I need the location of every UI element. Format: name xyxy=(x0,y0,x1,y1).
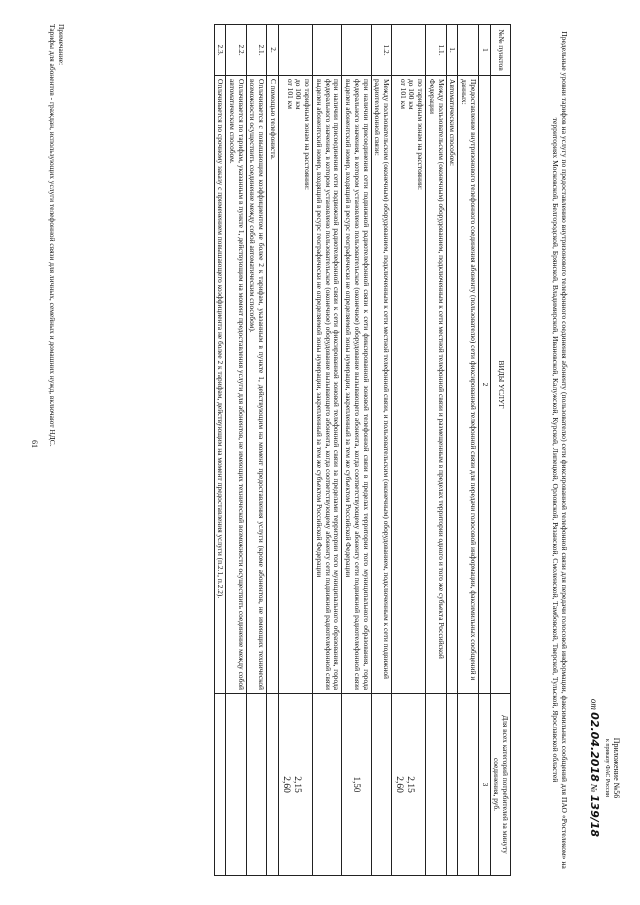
price-value: 2,15 xyxy=(292,776,303,793)
col-number-header: №№ пунктов xyxy=(490,25,510,76)
handwritten-date: 02.04.2018 xyxy=(588,712,602,782)
price-value: 2,60 xyxy=(394,776,405,793)
table-row: 1. Автоматическим способом: xyxy=(446,25,458,876)
col-price-header: Для всех категорий потребителей за минуту соединения, руб. xyxy=(490,694,510,876)
tariff-table xyxy=(214,24,511,876)
col-services-header: ВИДЫ УСЛУГ xyxy=(490,76,510,694)
table-row: по тарифным зонам на расстоянии: до 100 км от 101 км 2,15 2,60 xyxy=(391,25,425,876)
table-index-row: 1 2 3 xyxy=(478,25,490,876)
price-value: 2,15 xyxy=(405,776,416,793)
handwritten-number: 139/18 xyxy=(588,794,602,838)
price-value: 2,60 xyxy=(281,776,292,793)
table-row: 2.2. Оплачивается по тарифам, указанным в пункте 1, действующим на момент предоставления услуги для абонентов, не имеющих технической возможности осуществить соединение между собой автоматическим способом. xyxy=(226,25,246,876)
table-row: 2. С помощью телефониста. xyxy=(267,25,279,876)
order-ref: к приказу ФАС России xyxy=(603,738,610,798)
document-title: Предельные уровни тарифов на услугу по предоставлению внутризонового телефонного соединения абоненту (пользователю) сети фиксированной телефонной связи для передачи голосовой информации, факсимильных сообщений для ПАО «Ростелеком» на территориях Московской, Белгородской, Брянской, Владимирской, Ивановской, Калужской, Курской, Липецкой, Орловской, Рязанской, Смоленской, Тамбовской, Тверской, Тульской, Ярославской областей xyxy=(550,31,569,869)
table-row: при наличии присоединения сети подвижной радиотелефонной связи к сети фиксированной зоновой телефонной связи за пределами территории того муниципального образования, города федерального значения, в котором установлено пользовательское (оконечное) оборудование вызывающего абонента, когда соответствующему абоненту сети подвижной радиотелефонной связи выделен абонентский номер, входящий в ресурс географически не определяемой зоны нумерации, закрепленный за тем же субъектом Российской Федерации xyxy=(313,25,342,876)
footnote: Примечание: Тарифы для абонентов - граждан, использующих услуги телефонной связи для личных, семейных и домашних нужд, включают НДС. xyxy=(48,24,66,447)
table-row: 2.1. Оплачивается с повышающим коэффициентом не более 2 к тарифам, указанным в пункте 1, действующим на момент предоставления услуги (кроме абонентов, не имеющих технической возможности осуществить соединение между собой автоматическим способом). xyxy=(246,25,266,876)
price-value: 1,50 xyxy=(342,694,371,876)
order-date-number: от 02.04.2018 № 139/18 xyxy=(588,698,602,838)
table-row: Предоставление внутризонового телефонного соединения абоненту (пользователю) сети фиксированной телефонной связи для передачи голосовой информации, факсимильных сообщений и данных: xyxy=(458,25,478,876)
table-row: 1.2. Между пользовательским (оконечным) оборудованием, подключенным к сети местной телефонной связи, и пользовательским (оконечным) оборудованием, подключенным к сети подвижной радиотелефонной связи: xyxy=(371,25,391,876)
table-header-row xyxy=(490,25,510,876)
table-row: 2.3. Оплачивается по срочному заказу с применением повышающего коэффициента не более 2 к тарифам, действующим на момент предоставления услуги (п.2.1, п.2.2). xyxy=(214,25,226,876)
page-number: 61 xyxy=(30,440,39,448)
table-row: по тарифным зонам на расстоянии: до 100 км от 101 км 2,15 2,60 xyxy=(278,25,312,876)
appendix-header xyxy=(588,668,621,868)
rotated-sheet xyxy=(21,20,621,880)
table-row: при наличии присоединения сети подвижной радиотелефонной связи к сети фиксированной зоновой телефонной связи в пределах территории того муниципального образования, города федерального значения, в котором установлено пользовательское (оконечное) оборудование вызывающего абонента, когда соответствующему абоненту сети подвижной радиотелефонной связи выделен абонентский номер, входящий в ресурс географически не определяемой зоны нумерации, закрепленный за тем же субъектом Российской Федерации 1,50 xyxy=(342,25,371,876)
appendix-number: Приложение №56 xyxy=(612,737,621,799)
table-row: 1.1. Между пользовательским (оконечным) оборудованием, подключенным к сети местной телефонной связи и размещенным в пределах территории одного и того же субъекта Российской Федерации xyxy=(426,25,446,876)
